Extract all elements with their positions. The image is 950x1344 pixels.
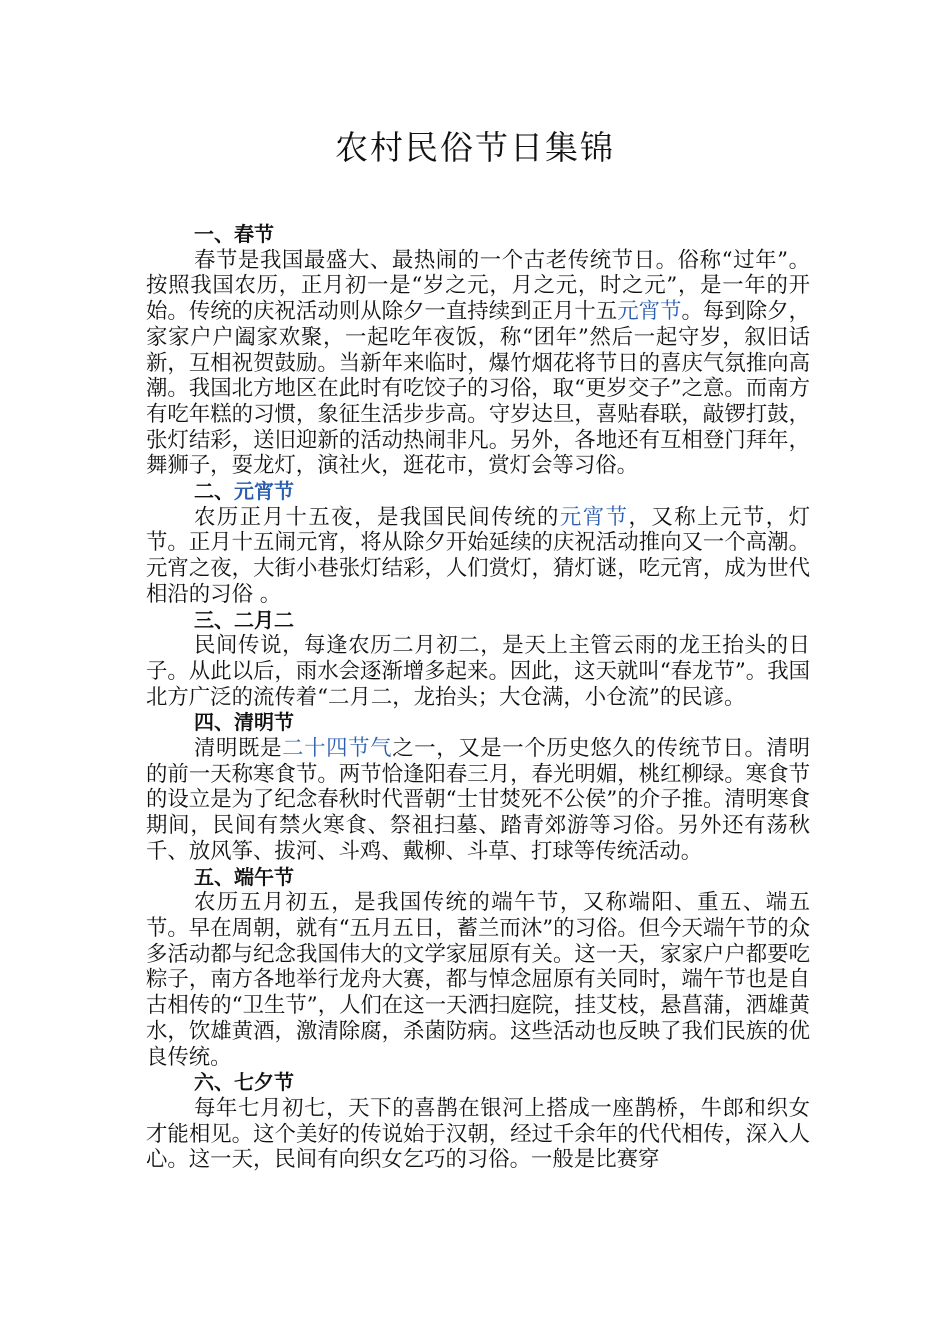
document-body (146, 222, 810, 1173)
heading-text: 四、清明节 (194, 710, 294, 735)
paragraph-text: 民间传说，每逢农历二月初二，是天上主管云雨的龙王抬头的日子。从此以后，雨水会逐渐增多起来。因此，这天就叫“春龙节”。我国北方广泛的流传着“二月二，龙抬头；大仓满，小仓流”的民谚。 (146, 633, 810, 710)
paragraph-text: 。每到除夕，家家户户阖家欢聚，一起吃年夜饭，称“团年”然后一起守岁，叙旧话新，互相祝贺鼓励。当新年来临时，爆竹烟花将节日的喜庆气氛推向高潮。我国北方地区在此时有吃饺子的习俗，取“更岁交子”之意。而南方有吃年糕的习惯，象征生活步步高。守岁达旦，喜贴春联，敲锣打鼓，张灯结彩，送旧迎新的活动热闹非凡。另外，各地还有互相登门拜年，舞狮子，耍龙灯，演社火，逛花市，赏灯会等习俗。 (146, 299, 810, 479)
section-heading (146, 479, 810, 505)
heading-text: 六、七夕节 (194, 1070, 294, 1095)
section-heading (146, 222, 810, 248)
heading-text: 一、春节 (194, 222, 274, 246)
section-paragraph (146, 1096, 810, 1173)
section-heading (146, 1070, 810, 1096)
heading-text: 二、 (194, 479, 234, 504)
paragraph-text: 农历五月初五，是我国传统的端午节，又称端阳、重五、端五节。早在周朝，就有“五月五日，蓄兰而沐”的习俗。但今天端午节的众多活动都与纪念我国伟大的文学家屈原有关。这一天，家家户户都要吃粽子，南方各地举行龙舟大赛，都与悼念屈原有关同时，端午节也是自古相传的“卫生节”，人们在这一天洒扫庭院，挂艾枝，悬菖蒲，洒雄黄水，饮雄黄酒，激清除腐，杀菌防病。这些活动也反映了我们民族的优良传统。 (146, 890, 810, 1070)
paragraph-text: 之一，又是一个历史悠久的传统节日。清明的前一天称寒食节。两节恰逢阳春三月，春光明媚，桃红柳绿。寒食节的设立是为了纪念春秋时代晋朝“士甘焚死不公侯”的介子推。清明寒食期间，民间有禁火寒食、祭祖扫墓、踏青郊游等习俗。另外还有荡秋千、放风筝、拔河、斗鸡、戴柳、斗草、打球等传统活动。 (146, 736, 810, 864)
section-heading (146, 865, 810, 891)
section-paragraph (146, 736, 810, 865)
paragraph-text: ，又称上元节，灯节。正月十五闹元宵，将从除夕开始延续的庆祝活动推向又一个高潮。元宵之夜，大街小巷张灯结彩，人们赏灯，猜灯谜，吃元宵，成为世代相沿的习俗 。 (146, 504, 810, 607)
lantern-festival-link[interactable]: 元宵节 (559, 504, 629, 530)
section-paragraph (146, 633, 810, 710)
section-qixi (146, 1070, 810, 1173)
section-lantern-festival (146, 479, 810, 608)
solar-terms-link[interactable]: 二十四节气 (282, 736, 393, 762)
section-heading (146, 710, 810, 736)
lantern-festival-link[interactable]: 元宵节 (617, 299, 682, 325)
paragraph-text: 春节是我国最盛大、最热闹的一个古老传统节日。俗称“过年”。按照我国农历，正月初一是“岁之元，月之元，时之元”，是一年的开始。传统的庆祝活动则从除夕一直持续到正月十五 (146, 247, 810, 325)
paragraph-text: 清明既是 (194, 736, 283, 762)
heading-text: 三、二月二 (194, 607, 294, 632)
paragraph-text: 农历正月十五夜，是我国民间传统的 (194, 504, 560, 530)
lantern-festival-link[interactable]: 元宵节 (234, 479, 294, 504)
paragraph-text: 每年七月初七，天下的喜鹊在银河上搭成一座鹊桥，牛郎和织女才能相见。这个美好的传说始于汉朝，经过千余年的代代相传，深入人心。这一天，民间有向织女乞巧的习俗。一般是比赛穿 (146, 1095, 810, 1173)
document-title: 农村民俗节日集锦 (335, 128, 615, 167)
section-spring-festival (146, 222, 810, 479)
section-paragraph (146, 248, 810, 479)
section-heading (146, 608, 810, 634)
section-qingming (146, 710, 810, 864)
section-eryueer (146, 608, 810, 711)
section-paragraph (146, 890, 810, 1070)
section-paragraph (146, 505, 810, 608)
heading-text: 五、端午节 (194, 864, 294, 889)
section-duanwu (146, 865, 810, 1071)
